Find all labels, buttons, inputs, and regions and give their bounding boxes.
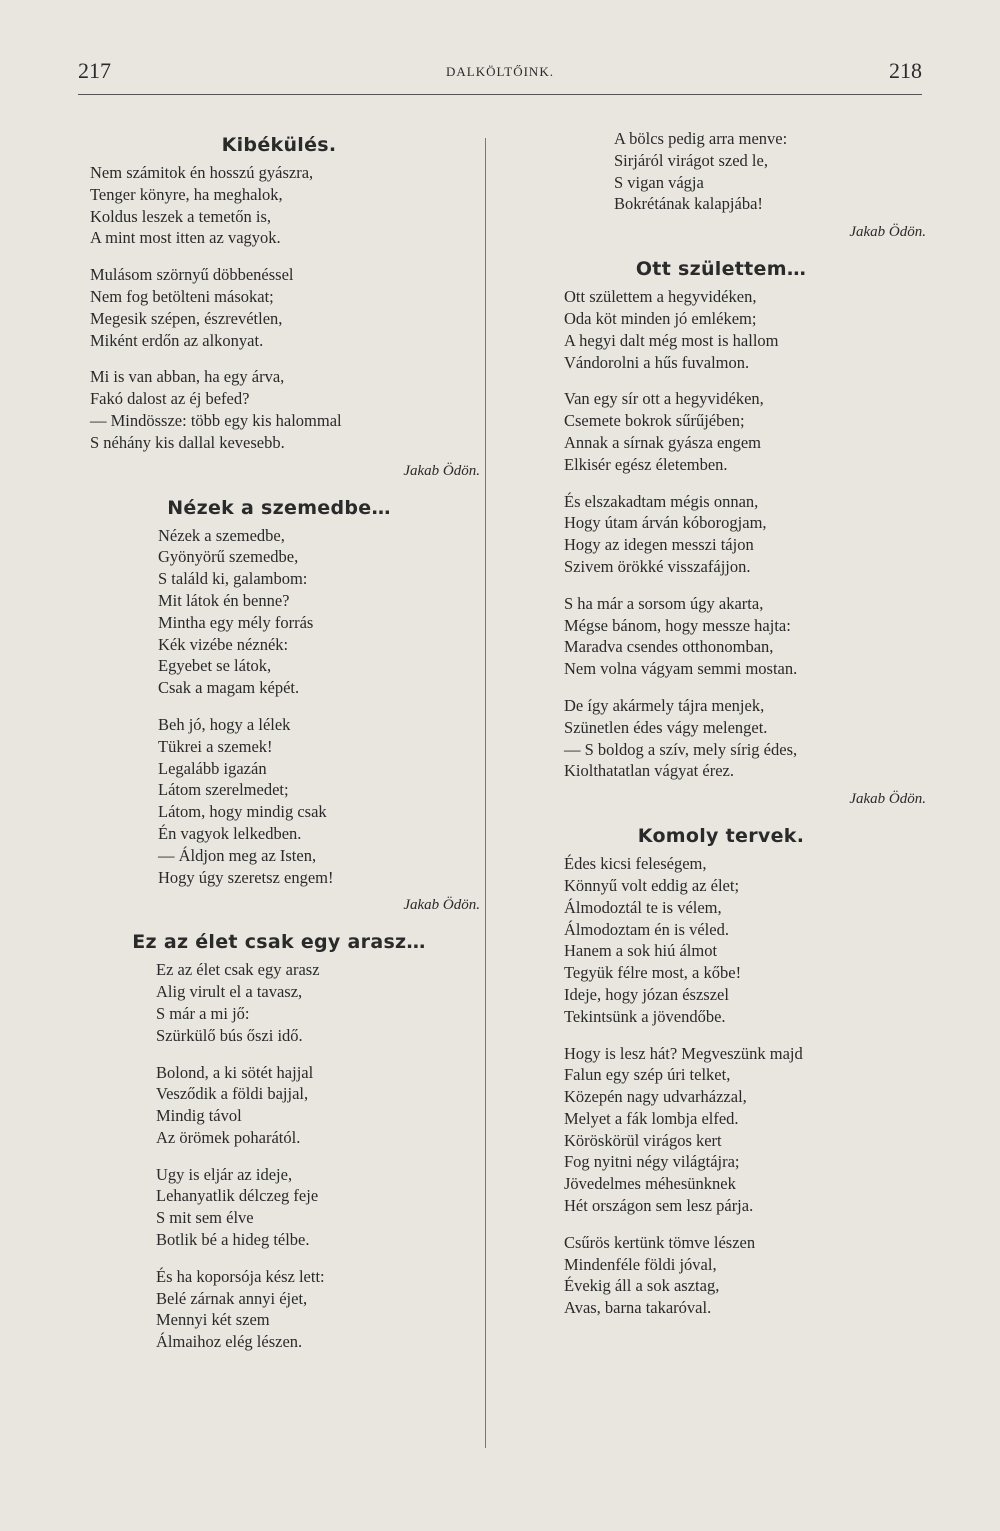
- verse-line: Sirjáról virágot szed le,: [614, 150, 768, 170]
- verse-line: Mit látok én benne?: [158, 590, 290, 610]
- verse-line: Nem volna vágyam semmi mostan.: [564, 659, 798, 679]
- verse-line: Látom szerelmedet;: [158, 780, 289, 800]
- page-number-right: 218: [889, 58, 922, 83]
- stanza: [78, 162, 480, 249]
- verse-line: Ott születtem a hegyvidéken,: [564, 287, 757, 307]
- verse-line: Én vagyok lelkedben.: [158, 823, 302, 843]
- stanza: [516, 853, 926, 1027]
- column-divider: [485, 138, 486, 1448]
- poem: [78, 929, 480, 1353]
- verse-line: Van egy sír ott a hegyvidéken,: [564, 389, 764, 409]
- verse-line: Botlik bé a hideg télbe.: [156, 1230, 310, 1250]
- stanza: [78, 1062, 480, 1149]
- verse-line: Csűrös kertünk tömve lészen: [564, 1232, 756, 1252]
- poem-title: Komoly tervek.: [637, 825, 805, 848]
- stanza: [78, 959, 480, 1046]
- verse-line: Mennyi két szem: [156, 1310, 270, 1330]
- stanza: [516, 593, 926, 680]
- verse-line: Kék vizébe néznék:: [158, 634, 289, 654]
- verse-line: Belé zárnak annyi éjet,: [156, 1288, 308, 1308]
- verse-line: Szivem örökké visszafájjon.: [564, 556, 751, 576]
- verse-line: Fakó dalost az éj befed?: [90, 389, 250, 409]
- verse-line: Mintha egy mély forrás: [158, 612, 314, 632]
- verse-line: Tekintsünk a jövendőbe.: [564, 1006, 726, 1026]
- poem: [516, 256, 926, 809]
- verse-line: Annak a sírnak gyásza engem: [564, 432, 762, 452]
- author-signature: Jakab Ödön.: [403, 897, 480, 914]
- verse-line: Nem fog betölteni másokat;: [90, 286, 274, 306]
- poem: [516, 823, 926, 1319]
- verse-line: Nézek a szemedbe,: [158, 525, 285, 545]
- author-signature: Jakab Ödön.: [849, 224, 926, 241]
- verse-line: Melyet a fák lombja elfed.: [564, 1108, 739, 1128]
- poem-title: Ott születtem…: [635, 258, 807, 281]
- verse-line: Álmaihoz elég lészen.: [156, 1332, 303, 1352]
- stanza: [78, 264, 480, 351]
- verse-line: — Áldjon meg az Isten,: [158, 845, 317, 865]
- page-number-left: 217: [78, 58, 111, 83]
- verse-line: S találd ki, galambom:: [158, 569, 308, 589]
- stanza: [516, 128, 926, 215]
- verse-line: Avas, barna takaróval.: [564, 1298, 712, 1318]
- stanza: [516, 388, 926, 475]
- verse-line: És ha koporsója kész lett:: [156, 1266, 325, 1286]
- verse-line: Kiolthatatlan vágyat érez.: [564, 761, 734, 781]
- verse-line: Mindenféle földi jóval,: [564, 1254, 717, 1274]
- verse-line: Tükrei a szemek!: [158, 736, 273, 756]
- verse-line: Mi is van abban, ha egy árva,: [90, 367, 285, 387]
- verse-line: Legalább igazán: [158, 758, 267, 778]
- verse-line: Évekig áll a sok asztag,: [564, 1276, 720, 1296]
- stanza: [516, 1043, 926, 1217]
- verse-line: Mégse bánom, hogy messze hajta:: [564, 615, 791, 635]
- stanza: [516, 286, 926, 373]
- stanza: [78, 1266, 480, 1353]
- verse-line: És elszakadtam mégis onnan,: [564, 491, 759, 511]
- stanza: [78, 525, 480, 699]
- verse-line: Elkisér egész életemben.: [564, 454, 728, 474]
- poem-title: Kibékülés.: [221, 134, 337, 156]
- verse-line: — Mindössze: több egy kis halommal: [90, 410, 342, 430]
- verse-line: Hogy úgy szeretsz engem!: [158, 867, 334, 887]
- verse-line: Szürkülő bús őszi idő.: [156, 1025, 303, 1045]
- poem-title: Nézek a szemedbe…: [167, 496, 391, 519]
- verse-line: S vigan vágja: [614, 172, 704, 192]
- page-header: [78, 58, 922, 92]
- verse-line: Fog nyitni négy világtájra;: [564, 1152, 740, 1172]
- verse-line: S ha már a sorsom úgy akarta,: [564, 593, 764, 613]
- poem: [516, 128, 926, 242]
- verse-line: A hegyi dalt még most is hallom: [564, 330, 779, 350]
- verse-line: Egyebet se látok,: [158, 656, 272, 676]
- verse-line: Gyönyörű szemedbe,: [158, 547, 299, 567]
- verse-line: Álmodoztam én is véled.: [564, 919, 729, 939]
- verse-line: Miként erdőn az alkonyat.: [90, 330, 264, 350]
- verse-line: A bölcs pedig arra menve:: [614, 129, 788, 148]
- verse-line: Könnyű volt eddig az élet;: [564, 875, 740, 895]
- right-column: [516, 128, 926, 1334]
- verse-line: S néhány kis dallal kevesebb.: [90, 432, 285, 452]
- verse-line: Jövedelmes méhesünknek: [564, 1174, 736, 1194]
- verse-line: S mit sem élve: [156, 1208, 254, 1228]
- verse-line: Tenger könyre, ha meghalok,: [90, 184, 283, 204]
- verse-line: A mint most itten az vagyok.: [90, 228, 281, 248]
- verse-line: Ez az élet csak egy arasz: [156, 960, 320, 980]
- verse-line: Ideje, hogy józan észszel: [564, 984, 729, 1004]
- poem-title: Ez az élet csak egy arasz…: [132, 931, 426, 954]
- verse-line: Hogy útam árván kóborogjam,: [564, 513, 767, 533]
- verse-line: Mindig távol: [156, 1106, 242, 1126]
- verse-line: Szünetlen édes vágy melenget.: [564, 717, 768, 737]
- running-title: DALKÖLTŐINK.: [446, 64, 554, 79]
- verse-line: Hanem a sok hiú álmot: [564, 941, 718, 961]
- stanza: [516, 695, 926, 782]
- verse-line: Hogy is lesz hát? Megveszünk majd: [564, 1043, 803, 1063]
- poem: [78, 495, 480, 916]
- verse-line: — S boldog a szív, mely sírig édes,: [564, 739, 798, 759]
- verse-line: Csemete bokrok sűrűjében;: [564, 411, 745, 431]
- verse-line: Megesik szépen, észrevétlen,: [90, 308, 283, 328]
- verse-line: Vesződik a földi bajjal,: [156, 1084, 309, 1104]
- verse-line: Oda köt minden jó emlékem;: [564, 308, 757, 328]
- verse-line: Hogy az idegen messzi tájon: [564, 535, 754, 555]
- verse-line: Hét országon sem lesz párja.: [564, 1196, 754, 1216]
- stanza: [516, 491, 926, 578]
- verse-line: Koldus leszek a temetőn is,: [90, 206, 272, 226]
- verse-line: S már a mi jő:: [156, 1003, 250, 1023]
- verse-line: Édes kicsi feleségem,: [564, 854, 707, 874]
- verse-line: Bolond, a ki sötét hajjal: [156, 1062, 314, 1082]
- verse-line: Maradva csendes otthonomban,: [564, 637, 774, 657]
- author-signature: Jakab Ödön.: [849, 791, 926, 808]
- verse-line: Mulásom szörnyű döbbenéssel: [90, 265, 294, 285]
- verse-line: Bokrétának kalapjába!: [614, 194, 763, 214]
- verse-line: Álmodoztál te is vélem,: [564, 897, 722, 917]
- poem: [78, 132, 480, 481]
- verse-line: Az örömek poharától.: [156, 1127, 301, 1147]
- verse-line: Köröskörül virágos kert: [564, 1130, 722, 1150]
- verse-line: Lehanyatlik délczeg feje: [156, 1186, 319, 1206]
- verse-line: Csak a magam képét.: [158, 678, 300, 698]
- verse-line: Ugy is eljár az ideje,: [156, 1164, 293, 1184]
- verse-line: Falun egy szép úri telket,: [564, 1065, 731, 1085]
- verse-line: Látom, hogy mindig csak: [158, 802, 327, 822]
- stanza: [516, 1232, 926, 1319]
- verse-line: De így akármely tájra menjek,: [564, 695, 765, 715]
- verse-line: Tegyük félre most, a kőbe!: [564, 963, 742, 983]
- stanza: [78, 1164, 480, 1251]
- verse-line: Közepén nagy udvarházzal,: [564, 1087, 747, 1107]
- header-rule: [78, 94, 922, 95]
- verse-line: Alig virult el a tavasz,: [156, 982, 303, 1002]
- stanza: [78, 366, 480, 453]
- verse-line: Vándorolni a hűs fuvalmon.: [564, 352, 750, 372]
- verse-line: Nem számitok én hosszú gyászra,: [90, 163, 314, 182]
- stanza: [78, 714, 480, 888]
- verse-line: Beh jó, hogy a lélek: [158, 714, 291, 734]
- left-column: [78, 128, 480, 1368]
- author-signature: Jakab Ödön.: [403, 462, 480, 479]
